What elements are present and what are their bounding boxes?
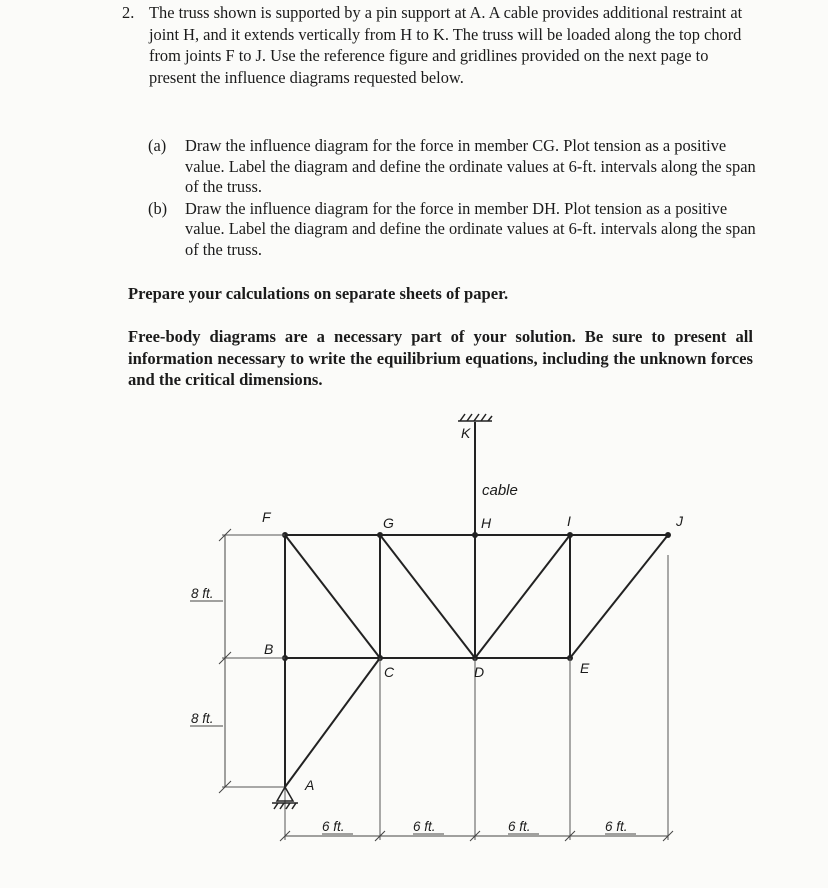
problem-number: 2.	[122, 3, 135, 22]
dimension-labels	[191, 586, 628, 834]
label-cable: cable	[482, 482, 518, 499]
cable-anchor-icon	[458, 414, 492, 421]
member-AC	[285, 658, 380, 787]
label-D: D	[474, 664, 485, 680]
joint-dots	[282, 532, 671, 661]
fbd-note: Free-body diagrams are a necessary part of your solution. Be sure to present all information necessary to write the equilibrium equations, including the unknown forces and the critical dimensions.	[128, 327, 753, 389]
instruction: Prepare your calculations on separate sheets of paper.	[128, 284, 509, 303]
part-label: (b)	[148, 198, 168, 218]
joint-dot	[665, 532, 671, 538]
horizontal-dim-label: 6 ft.	[413, 819, 436, 834]
part-text: Draw the influence diagram for the force in member DH. Plot tension as a positive value. Label the diagram and define the ordinate values at 6-ft. intervals along the span of the truss.	[185, 198, 756, 259]
vertical-dim-label: 8 ft.	[191, 586, 214, 601]
label-A: A	[305, 777, 315, 793]
member-DI	[475, 535, 570, 658]
label-K: K	[461, 425, 471, 441]
horizontal-dim-label: 6 ft.	[605, 819, 628, 834]
truss-members	[285, 422, 668, 787]
label-G: G	[383, 515, 394, 531]
horizontal-dim-label: 6 ft.	[508, 819, 531, 834]
label-F: F	[262, 509, 271, 525]
member-GD	[380, 535, 475, 658]
joint-labels	[262, 425, 684, 793]
problem-text: The truss shown is supported by a pin support at A. A cable provides additional restraint at joint H, and it extends vertically from H to K. The truss will be loaded along the top chord from joints F to J. Use the reference figure and gridlines provided on the next page to present the influence diagrams requested below.	[149, 3, 743, 87]
label-H: H	[481, 515, 492, 531]
vertical-dimension	[219, 529, 231, 793]
joint-dot	[377, 532, 383, 538]
joint-dot	[567, 532, 573, 538]
label-E: E	[580, 660, 590, 676]
label-C: C	[384, 664, 395, 680]
vertical-dim-label: 8 ft.	[191, 711, 214, 726]
part-label: (a)	[148, 136, 167, 155]
part-text: Draw the influence diagram for the force in member CG. Plot tension as a positive value. Label the diagram and define the ordinate values at 6-ft. intervals along the span of the truss.	[185, 136, 756, 196]
member-EJ	[570, 535, 668, 658]
joint-dot	[472, 532, 478, 538]
horizontal-dim-label: 6 ft.	[322, 819, 345, 834]
label-I: I	[567, 513, 571, 529]
member-FC	[285, 535, 380, 658]
label-J: J	[676, 513, 683, 529]
label-B: B	[264, 641, 274, 657]
